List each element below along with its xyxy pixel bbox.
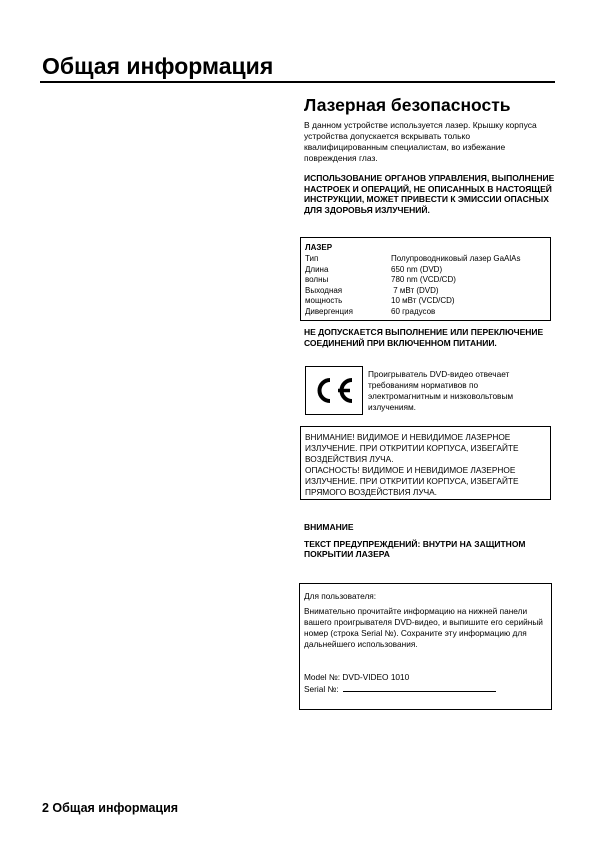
laser-spec-key: мощность: [305, 296, 343, 305]
laser-spec-row: [305, 296, 546, 307]
section-heading-laser-safety: Лазерная безопасность: [304, 95, 511, 115]
laser-caution-text: ИСПОЛЬЗОВАНИЕ ОРГАНОВ УПРАВЛЕНИЯ, ВЫПОЛНЕНИЕ НАСТРОЕК И ОПЕРАЦИЙ, НЕ ОПИСАННЫХ В НАСТОЯЩЕЙ ИНСТРУКЦИИ, МОЖЕТ ПРИВЕСТИ К ЭМИССИИ ОПАСНЫХ ДЛЯ ЗДОРОВЬЯ ИЗЛУЧЕНИЙ.: [304, 173, 555, 215]
laser-spec-value: 10 мВт (VCD/CD): [391, 296, 455, 305]
laser-spec-value: 780 nm (VCD/CD): [391, 275, 456, 284]
title-rule: [40, 81, 555, 83]
attention-heading: ВНИМАНИЕ: [304, 522, 354, 532]
user-info-title: Для пользователя:: [304, 591, 377, 601]
user-info-body: Внимательно прочитайте информацию на нижней панели вашего проигрывателя DVD-видео, и выпишите его серийный номер (строка Serial №). Сохраните эту информацию для дальнейшего использования.: [304, 606, 543, 649]
laser-spec-box: [300, 237, 551, 321]
laser-spec-row: [305, 265, 546, 276]
serial-number-row: [304, 683, 547, 695]
ce-mark-icon: [306, 367, 362, 414]
laser-spec-value: Полупроводниковый лазер GaAlAs: [391, 254, 521, 263]
laser-spec-row: [305, 254, 546, 265]
laser-spec-value: 650 nm (DVD): [391, 264, 443, 274]
laser-spec-table: [305, 254, 546, 317]
ce-mark-box: [305, 366, 363, 415]
model-number: Model №: DVD-VIDEO 1010: [304, 672, 410, 682]
laser-spec-key: Длина: [305, 264, 329, 274]
laser-spec-row: [305, 307, 546, 318]
laser-spec-value: 60 градусов: [391, 306, 436, 316]
attention-block: [304, 522, 555, 560]
laser-warning-line-2: ОПАСНОСТЬ! ВИДИМОЕ И НЕВИДИМОЕ ЛАЗЕРНОЕ ИЗЛУЧЕНИЕ. ПРИ ОТКРИТИИ КОРПУСА, ИЗБЕГАЙТЕ ПРЯМОГО ВОЗДЕЙСТВИЯ ЛУЧА.: [305, 465, 519, 497]
switch-warning-block: [304, 327, 555, 348]
user-info-box: [299, 583, 552, 710]
laser-spec-row: [305, 275, 546, 286]
ce-compliance-text: Проигрыватель DVD-видео отвечает требованиям нормативов по электромагнитным и низковольтовым излучениям.: [368, 369, 514, 412]
laser-caution-block: [304, 173, 555, 215]
switch-warning-text: НЕ ДОПУСКАЕТСЯ ВЫПОЛНЕНИЕ ИЛИ ПЕРЕКЛЮЧЕНИЕ СОЕДИНЕНИЙ ПРИ ВКЛЮЧЕННОМ ПИТАНИИ.: [304, 327, 544, 348]
page-footer: 2 Общая информация: [42, 801, 179, 815]
laser-spec-row: [305, 286, 546, 297]
laser-warning-line-1: ВНИМАНИЕ! ВИДИМОЕ И НЕВИДИМОЕ ЛАЗЕРНОЕ ИЗЛУЧЕНИЕ. ПРИ ОТКРИТИИ КОРПУСА, ИЗБЕГАЙТЕ ВОЗДЕЙСТВИЯ ЛУЧА.: [305, 432, 519, 464]
laser-spec-value: 7 мВт (DVD): [391, 285, 439, 295]
laser-radiation-warning-box: [300, 426, 551, 500]
attention-text: ТЕКСТ ПРЕДУПРЕЖДЕНИЙ: ВНУТРИ НА ЗАЩИТНОМ ПОКРЫТИИ ЛАЗЕРА: [304, 538, 526, 559]
laser-safety-intro-block: [304, 120, 555, 164]
laser-spec-key: Тип: [305, 254, 319, 263]
laser-spec-key: Выходная: [305, 285, 343, 295]
serial-blank-line: [343, 683, 496, 692]
laser-spec-key: Дивергенция: [305, 306, 353, 316]
laser-spec-key: волны: [305, 275, 329, 284]
laser-safety-intro: В данном устройстве используется лазер. Крышку корпуса устройства допускается вскрывать только квалифицированным специалистам, во избежание повреждения глаз.: [304, 120, 537, 163]
page-title: Общая информация: [42, 53, 274, 79]
ce-compliance-block: [368, 369, 548, 413]
serial-label: Serial №:: [304, 684, 339, 694]
laser-spec-title: ЛАЗЕР: [305, 243, 333, 252]
